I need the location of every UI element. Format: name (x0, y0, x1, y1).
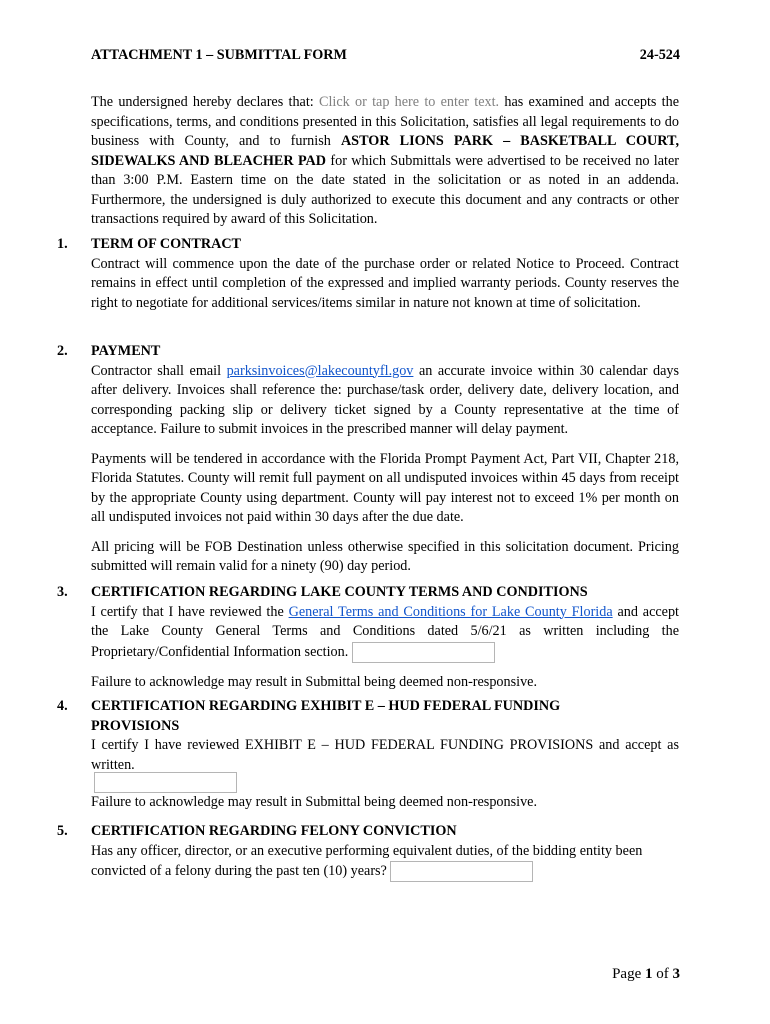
section-title: CERTIFICATION REGARDING EXHIBIT E – HUD FEDERAL FUNDING PROVISIONS (91, 698, 561, 734)
certification-paragraph (91, 603, 679, 663)
certification-paragraph: I certify I have reviewed EXHIBIT E – HUD FEDERAL FUNDING PROVISIONS and accept as written. (91, 737, 679, 773)
general-terms-link[interactable]: General Terms and Conditions for Lake County Florida (288, 603, 613, 620)
section-body: Contract will commence upon the date of the purchase order or related Notice to Proceed. Contract remains in effect until completion of the expressed and implied warranty periods. County reserves the right to negotiate for additional services/items similar in nature not known at time of solicitation. (91, 255, 679, 311)
section-title: CERTIFICATION REGARDING LAKE COUNTY TERMS AND CONDITIONS (91, 584, 588, 600)
payment-invoice-paragraph (91, 362, 679, 440)
project-name: ASTOR LIONS PARK – BASKETBALL COURT, SIDEWALKS AND BLEACHER PAD (91, 133, 680, 169)
section-title: PAYMENT (91, 343, 161, 359)
section-hud-provisions (91, 697, 679, 775)
invoice-email-link[interactable]: parksinvoices@lakecountyfl.gov (226, 362, 414, 379)
page-label: Page (612, 966, 642, 982)
section-number-5: 5. (57, 823, 68, 839)
company-name-input[interactable]: Click or tap here to enter text. (319, 94, 500, 110)
intro-paragraph (91, 93, 679, 230)
paragraph-text: an accurate invoice within 30 calendar days after delivery. Invoices shall reference the: purchase/task order, delivery date, delivery location, and corresponding packing slip or delivery ticket signed by a County representative at the time of acceptance. Failure to submit invoices in the prescribed manner will delay payment. (91, 362, 680, 437)
section-felony-conviction (91, 822, 679, 882)
paragraph-text: and accept the Lake County General Terms and Conditions dated 5/6/21 as written including the Proprietary/Confidential Information section. (91, 603, 679, 660)
pricing-paragraph: All pricing will be FOB Destination unless otherwise specified in this solicitation document. Pricing submitted will remain valid for a ninety (90) day period. (91, 538, 679, 574)
section-lake-county-terms (91, 583, 679, 692)
non-responsive-note: Failure to acknowledge may result in Submittal being deemed non-responsive. (91, 673, 538, 690)
felony-question (91, 842, 679, 883)
paragraph-text: Contractor shall email (91, 362, 222, 379)
payment-terms-paragraph: Payments will be tendered in accordance with the Florida Prompt Payment Act, Part VII, Chapter 218, Florida Statutes. County will remit full payment on all undisputed invoices within 45 days from receipt by the appropriate County using department. County will pay interest not to exceed 1% per month on all undisputed invoices not paid within 30 days after the due date. (91, 450, 679, 525)
current-page: 1 (645, 966, 653, 982)
of-label: of (656, 966, 669, 982)
section-number-1: 1. (57, 236, 68, 252)
hud-acknowledgement-field[interactable] (94, 772, 237, 793)
paragraph-text: Has any officer, director, or an executive performing equivalent duties, of the bidding entity been convicted of a felony during the past ten (10) years? (91, 842, 643, 879)
solicitation-number: 24-524 (639, 47, 680, 63)
section-title: TERM OF CONTRACT (91, 236, 242, 252)
section-number-2: 2. (57, 343, 68, 359)
section-title: CERTIFICATION REGARDING FELONY CONVICTION (91, 823, 457, 839)
intro-lead: The undersigned hereby declares that: (91, 94, 314, 110)
section-term-of-contract (91, 235, 679, 313)
non-responsive-note: Failure to acknowledge may result in Submittal being deemed non-responsive. (91, 794, 538, 810)
section-number-4: 4. (57, 698, 68, 714)
intro-text: has examined and accepts the specifications, terms, and conditions presented in this Solicitation, satisfies all legal requirements to do business with County, and to furnish (91, 94, 680, 149)
intro-text-continued: for which Submittals were advertised to be received no later than 3:00 P.M. Eastern time on the date stated in the solicitation or as noted in an addenda. Furthermore, the undersigned is duly authorized to execute this document and any contracts or other transactions required by award of this Solicitation. (91, 152, 680, 227)
total-pages: 3 (672, 966, 680, 982)
section-payment (91, 342, 679, 577)
paragraph-text: I certify that I have reviewed the (91, 603, 284, 620)
form-title: ATTACHMENT 1 – SUBMITTAL FORM (91, 47, 347, 63)
page-number (612, 965, 680, 985)
terms-acknowledgement-field[interactable] (352, 642, 495, 663)
section-number-3: 3. (57, 584, 68, 600)
felony-answer-field[interactable] (390, 861, 533, 882)
